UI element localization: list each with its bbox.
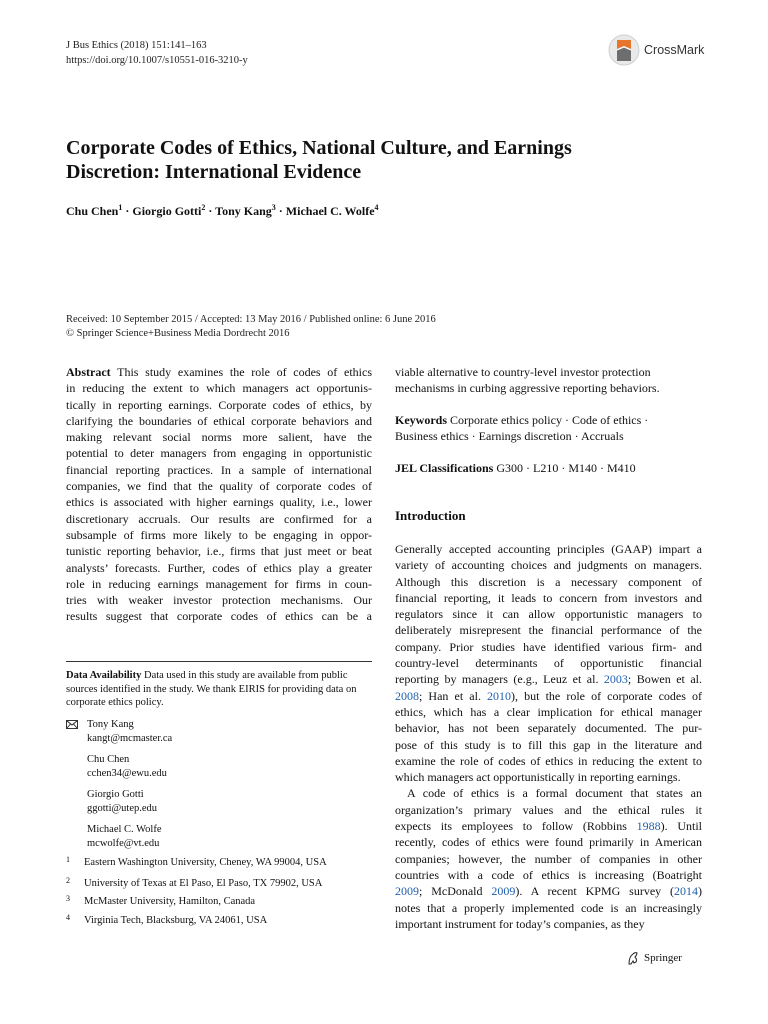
text-segment: pose of this study is to fill this gap in the literature and <box>395 737 702 752</box>
text-line <box>395 557 702 573</box>
author-name[interactable]: Michael C. Wolfe <box>285 204 375 218</box>
text-line <box>395 590 702 606</box>
envelope-icon <box>66 720 78 734</box>
text-line <box>395 867 702 883</box>
introduction-paragraph-2 <box>395 785 702 932</box>
keywords-block <box>395 412 702 445</box>
publisher-name: Springer <box>644 952 682 964</box>
author-separator: · <box>275 204 286 218</box>
contact-list <box>66 718 372 858</box>
keywords-label: Keywords <box>395 413 447 427</box>
abstract-line: making relevant social norms more salient, have the <box>66 430 372 445</box>
author-separator: · <box>122 204 133 218</box>
citation-year-link[interactable]: 2009 <box>491 884 516 899</box>
abstract-line: discretionary accruals. Our results are confirmed for a <box>66 511 372 526</box>
text-line <box>395 785 702 801</box>
title-line-1: Corporate Codes of Ethics, National Culture, and Earnings <box>66 137 572 159</box>
dates-line: Received: 10 September 2015 / Accepted: 13 May 2016 / Published online: 6 June 2016 <box>66 314 436 325</box>
text-line <box>395 671 702 687</box>
affiliation-marker: 4 <box>374 203 379 212</box>
abstract-text: This study examines the role of codes of ethics <box>117 365 372 379</box>
text-line <box>395 883 702 899</box>
text-segment: countries with a code of ethics is increasing (Boatright <box>395 867 702 882</box>
keywords-text: Business ethics · Earnings discretion · Accruals <box>395 429 624 444</box>
text-line <box>395 753 702 769</box>
text-segment: country-level determinants of opportunistic financial <box>395 656 702 671</box>
data-availability-text: Data used in this study are available from public <box>143 670 348 681</box>
abstract-line: tries with weaker investor protection mechanisms. Our <box>66 593 372 608</box>
abstract-line: tunistic reporting behavior, i.e., firms that just meet or beat <box>66 544 372 559</box>
text-segment: recently, codes of ethics were found primarily in American <box>395 835 702 850</box>
citation-year-link[interactable]: 2014 <box>674 884 699 899</box>
affiliation-number: 4 <box>66 913 70 922</box>
text-line <box>395 916 702 932</box>
text-line <box>395 622 702 638</box>
affiliation-number: 1 <box>66 855 70 864</box>
text-segment: A code of ethics is a formal document that states an <box>407 786 702 801</box>
jel-label: JEL Classifications <box>395 461 494 475</box>
text-segment: which managers act opportunistically in reporting earnings. <box>395 770 681 785</box>
contact-entry <box>66 753 372 781</box>
affiliation-number: 3 <box>66 894 70 903</box>
text-line <box>395 818 702 834</box>
affiliation-marker: 2 <box>201 203 206 212</box>
abstract-line: in reducing the extent to which managers act opportunis- <box>66 381 372 396</box>
text-segment: regulators since it can allow opportunistic managers to <box>395 607 702 622</box>
crossmark-label: CrossMark <box>644 43 705 57</box>
citation-year-link[interactable]: 2003 <box>603 672 628 687</box>
author-name[interactable]: Tony Kang <box>215 204 272 218</box>
text-line <box>395 851 702 867</box>
contact-name: Tony Kang <box>87 719 134 730</box>
keywords-text: Corporate ethics policy · Code of ethics · <box>450 413 649 427</box>
abstract-line: analysts’ forecasts. Further, codes of ethics play a greater <box>66 560 372 575</box>
text-segment: Although this discretion is a necessary component of <box>395 574 702 589</box>
text-line <box>395 802 702 818</box>
journal-citation: J Bus Ethics (2018) 151:141–163 <box>66 40 207 51</box>
text-segment: deliberately misrepresent the financial performance of the <box>395 623 702 638</box>
contact-entry <box>66 718 372 746</box>
section-heading-introduction: Introduction <box>395 508 466 523</box>
text-line <box>395 639 702 655</box>
abstract-line: clarifying the boundaries of ethical corporate behaviors and <box>66 413 372 428</box>
text-segment: ), but the role of corporate codes of <box>511 688 702 703</box>
affiliation-marker: 3 <box>271 203 276 212</box>
abstract-block <box>66 364 372 625</box>
contact-entry <box>66 823 372 851</box>
contact-email[interactable]: mcwolfe@vt.edu <box>87 838 160 849</box>
author-list <box>66 203 379 219</box>
springer-horse-icon <box>625 950 641 966</box>
text-segment: companies; however, the number of companies in other <box>395 851 702 866</box>
affiliation-text: McMaster University, Hamilton, Canada <box>84 896 256 907</box>
contact-email[interactable]: ggotti@utep.edu <box>87 803 158 814</box>
abstract-text: viable alternative to country-level investor protection <box>395 365 651 379</box>
abstract-line: financial reporting practices. In a sample of international <box>66 462 372 477</box>
doi-link[interactable]: https://doi.org/10.1007/s10551-016-3210-y <box>66 55 248 66</box>
crossmark-icon <box>608 34 640 66</box>
text-segment: important instrument for today’s companies, as they <box>395 916 645 931</box>
abstract-line: companies, we find that the quality of corporate codes of <box>66 479 372 494</box>
title-line-2: Discretion: International Evidence <box>66 161 362 183</box>
text-line <box>395 606 702 622</box>
affiliation-text: Eastern Washington University, Cheney, WA 99004, USA <box>84 857 327 868</box>
affiliation-text: Virginia Tech, Blacksburg, VA 24061, USA <box>84 915 268 926</box>
text-segment: ; Bowen et al. <box>627 672 702 687</box>
abstract-line-0 <box>66 364 372 380</box>
text-segment: variety of accounting choices and judgments on managers. <box>395 558 702 573</box>
text-segment: ; McDonald <box>419 884 492 899</box>
affiliation-marker: 1 <box>118 203 123 212</box>
data-availability-text: sources identified in the study. We thank EIRIS for providing data on <box>66 683 357 695</box>
abstract-line: subsample of firms more likely to be engaging in oppor- <box>66 527 372 542</box>
abstract-text-lines <box>66 380 372 624</box>
abstract-line: role in reducing earnings management for firms in coun- <box>66 576 372 591</box>
text-segment: notes that a properly implemented code is an increasingly <box>395 900 702 915</box>
abstract-text: mechanisms in curbing aggressive reporting behaviors. <box>395 381 660 396</box>
author-name[interactable]: Giorgio Gotti <box>132 204 202 218</box>
text-segment: Generally accepted accounting principles (GAAP) impart a <box>395 542 702 556</box>
text-line <box>395 574 702 590</box>
affiliation-text: University of Texas at El Paso, El Paso, TX 79902, USA <box>84 878 323 889</box>
crossmark-badge[interactable] <box>608 32 718 68</box>
data-availability-text: corporate ethics policy. <box>66 697 164 708</box>
text-segment: ethics, which has a clear implication for ethical manager <box>395 704 702 719</box>
text-segment: ) <box>698 884 703 899</box>
text-line <box>395 720 702 736</box>
text-line <box>395 704 702 720</box>
jel-codes: G300 · L210 · M140 · M410 <box>496 461 636 475</box>
text-segment: organization’s primary values and the ethical rules it <box>395 802 702 817</box>
springer-logo <box>625 950 682 966</box>
footnote-divider <box>66 661 372 662</box>
data-availability-note <box>66 669 372 710</box>
introduction-paragraph-1 <box>395 541 702 785</box>
text-segment: ). Until <box>660 819 702 834</box>
text-segment: examine the role of codes of ethics in reducing the extent to <box>395 753 702 768</box>
text-segment: ; Han et al. <box>419 688 488 703</box>
text-segment: financial reporting, it leads to concern from investors and <box>395 590 702 605</box>
contact-email[interactable]: cchen34@ewu.edu <box>87 768 167 779</box>
publication-history <box>66 313 436 341</box>
text-line <box>395 541 702 557</box>
abstract-line: potential to deter managers from engaging in opportunistic <box>66 446 372 461</box>
text-segment: reporting by managers (e.g., Leuz et al. <box>395 672 604 687</box>
copyright-line: © Springer Science+Business Media Dordrecht 2016 <box>66 328 290 339</box>
text-line <box>395 834 702 850</box>
abstract-line: results suggest that corporate codes of ethics can be a <box>66 609 372 624</box>
citation-year-link[interactable]: 2008 <box>395 688 419 703</box>
author-name[interactable]: Chu Chen <box>66 204 119 218</box>
contact-name: Giorgio Gotti <box>87 789 144 800</box>
text-line <box>395 655 702 671</box>
text-segment: ). A recent KPMG survey ( <box>515 884 675 899</box>
citation-year-link[interactable]: 2009 <box>395 884 419 899</box>
citation-year-link[interactable]: 2010 <box>487 688 512 703</box>
contact-name: Michael C. Wolfe <box>87 824 162 835</box>
abstract-line: ethics is associated with higher earnings quality, i.e., lower <box>66 495 372 510</box>
abstract-line: tically in reporting earnings. Corporate codes of ethics, by <box>66 397 372 412</box>
text-line <box>395 769 702 785</box>
affiliation-number: 2 <box>66 876 70 885</box>
author-separator: · <box>205 204 216 218</box>
article-title <box>66 136 706 184</box>
text-segment: company. Prior studies have identified various firm- and <box>395 639 702 654</box>
data-availability-label: Data Availability <box>66 670 142 681</box>
abstract-continuation <box>395 364 702 397</box>
contact-entry <box>66 788 372 816</box>
introduction-body <box>395 541 702 932</box>
text-segment: behavior, has not been separately documented. The pur- <box>395 721 702 736</box>
contact-email[interactable]: kangt@mcmaster.ca <box>87 733 173 744</box>
contact-name: Chu Chen <box>87 754 130 765</box>
jel-block <box>395 460 702 476</box>
text-line <box>395 688 702 704</box>
text-line <box>395 900 702 916</box>
citation-year-link[interactable]: 1988 <box>636 819 661 834</box>
text-segment: expects its employees to follow (Robbins <box>395 819 637 834</box>
abstract-label: Abstract <box>66 365 111 379</box>
text-line <box>395 737 702 753</box>
